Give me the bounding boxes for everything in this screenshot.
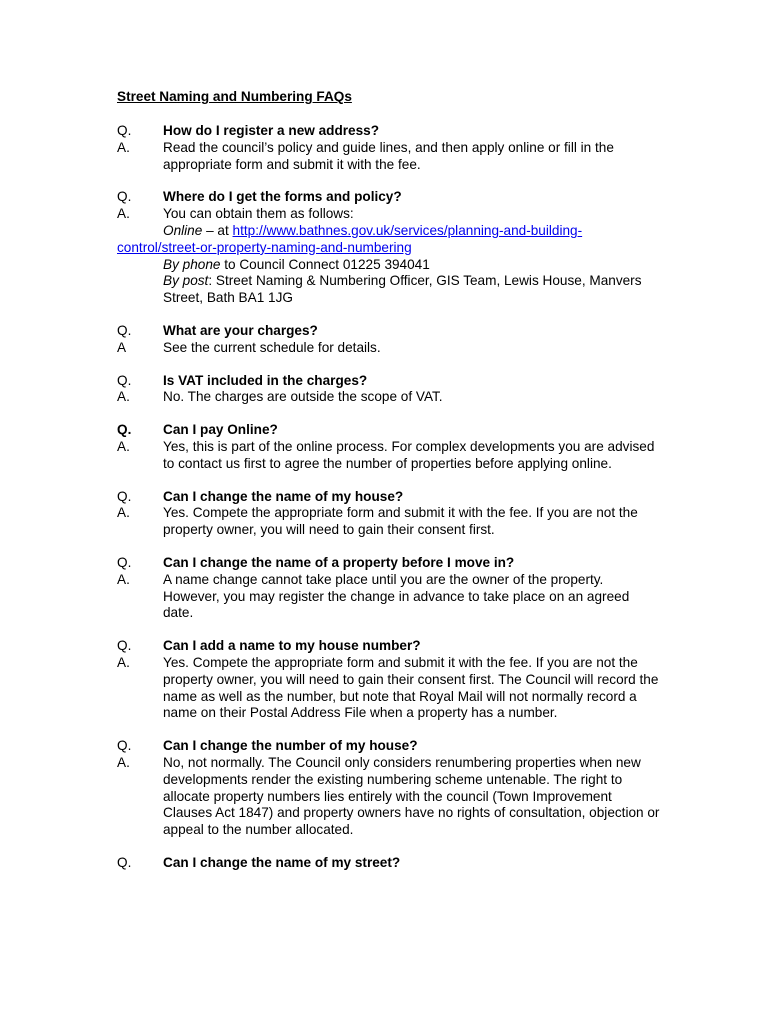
answer-text: Yes. Compete the appropriate form and submit it with the fee. If you are not the property owner, you will need to gain their consent first. The Council will record the name as well as the number, but note that Royal Mail will not normally record a name on their Postal Address File when a property has a number. [163, 654, 659, 721]
question-marker: Q. [117, 372, 132, 388]
answer-marker: A. [117, 206, 130, 222]
faq-item [117, 638, 662, 722]
document-title: Street Naming and Numbering FAQs [117, 89, 352, 104]
answer-text: Read the council’s policy and guide lines, and then apply online or fill in the appropriate form and submit it with the fee. [163, 139, 614, 172]
question-marker: Q. [117, 854, 132, 870]
policy-link-part2[interactable]: control/street-or-property-naming-and-numbering [117, 239, 412, 255]
faq-item [117, 189, 662, 307]
answer-marker: A. [117, 139, 130, 155]
phone-label: By phone [163, 256, 221, 272]
question-text: Can I change the name of my house? [163, 488, 404, 504]
faq-item [117, 123, 662, 173]
question-text: Can I change the name of my street? [163, 854, 401, 870]
question-marker: Q. [117, 322, 132, 338]
question-text: Can I add a name to my house number? [163, 638, 421, 654]
answer-marker: A. [117, 571, 130, 587]
answer-text: A name change cannot take place until you are the owner of the property. However, you may register the change in advance to take place on an agreed date. [163, 571, 630, 621]
faq-item [117, 738, 662, 839]
question-text: Can I change the name of a property before I move in? [163, 554, 515, 570]
question-marker: Q. [117, 638, 132, 654]
question-marker: Q. [117, 123, 132, 138]
question-text: Can I pay Online? [163, 422, 278, 438]
question-marker: Q. [117, 422, 132, 438]
question-marker: Q. [117, 738, 132, 754]
answer-text: See the current schedule for details. [163, 339, 381, 355]
post-text: : Street Naming & Numbering Officer, GIS Team, Lewis House, Manvers Street, Bath BA1 1JG [163, 273, 642, 306]
question-marker: Q. [117, 488, 132, 504]
answer-text: No, not normally. The Council only considers renumbering properties when new developments render the existing numbering scheme untenable. The right to allocate property numbers lies entirely with the council (Town Improvement Clauses Act 1847) and property owners have no rights of consultation, objection or appeal to the number allocated. [163, 754, 660, 838]
question-marker: Q. [117, 554, 132, 570]
faq-item [117, 373, 662, 407]
answer-marker: A [117, 339, 127, 355]
faq-item [117, 323, 662, 357]
answer-marker: A. [117, 438, 130, 454]
post-label: By post [163, 273, 209, 289]
faq-item [117, 489, 662, 539]
policy-link-part1[interactable]: http://www.bathnes.gov.uk/services/planning-and-building- [232, 222, 583, 238]
faq-item [117, 855, 662, 872]
answer-text: Yes. Compete the appropriate form and submit it with the fee. If you are not the property owner, you will need to gain their consent first. [163, 505, 638, 538]
phone-line [163, 257, 662, 274]
question-text: How do I register a new address? [163, 123, 380, 138]
faq-item [117, 555, 662, 622]
phone-text: to Council Connect 01225 394041 [220, 256, 430, 272]
answer-marker: A. [117, 389, 130, 405]
question-marker: Q. [117, 189, 132, 205]
question-text: Can I change the number of my house? [163, 738, 418, 754]
question-text: What are your charges? [163, 322, 318, 338]
faq-item [117, 422, 662, 472]
online-label: Online [163, 222, 203, 238]
online-separator: – at [202, 222, 233, 238]
question-text: Is VAT included in the charges? [163, 372, 368, 388]
answer-text: You can obtain them as follows: [163, 206, 354, 222]
answer-marker: A. [117, 754, 130, 770]
question-text: Where do I get the forms and policy? [163, 189, 402, 205]
document-page [117, 88, 662, 888]
answer-marker: A. [117, 654, 130, 670]
answer-text: No. The charges are outside the scope of VAT. [163, 389, 443, 405]
online-line [117, 223, 662, 257]
answer-text: Yes, this is part of the online process. For complex developments you are advised to contact us first to agree the number of properties before applying online. [163, 438, 655, 471]
answer-marker: A. [117, 505, 130, 521]
post-line [163, 273, 662, 307]
